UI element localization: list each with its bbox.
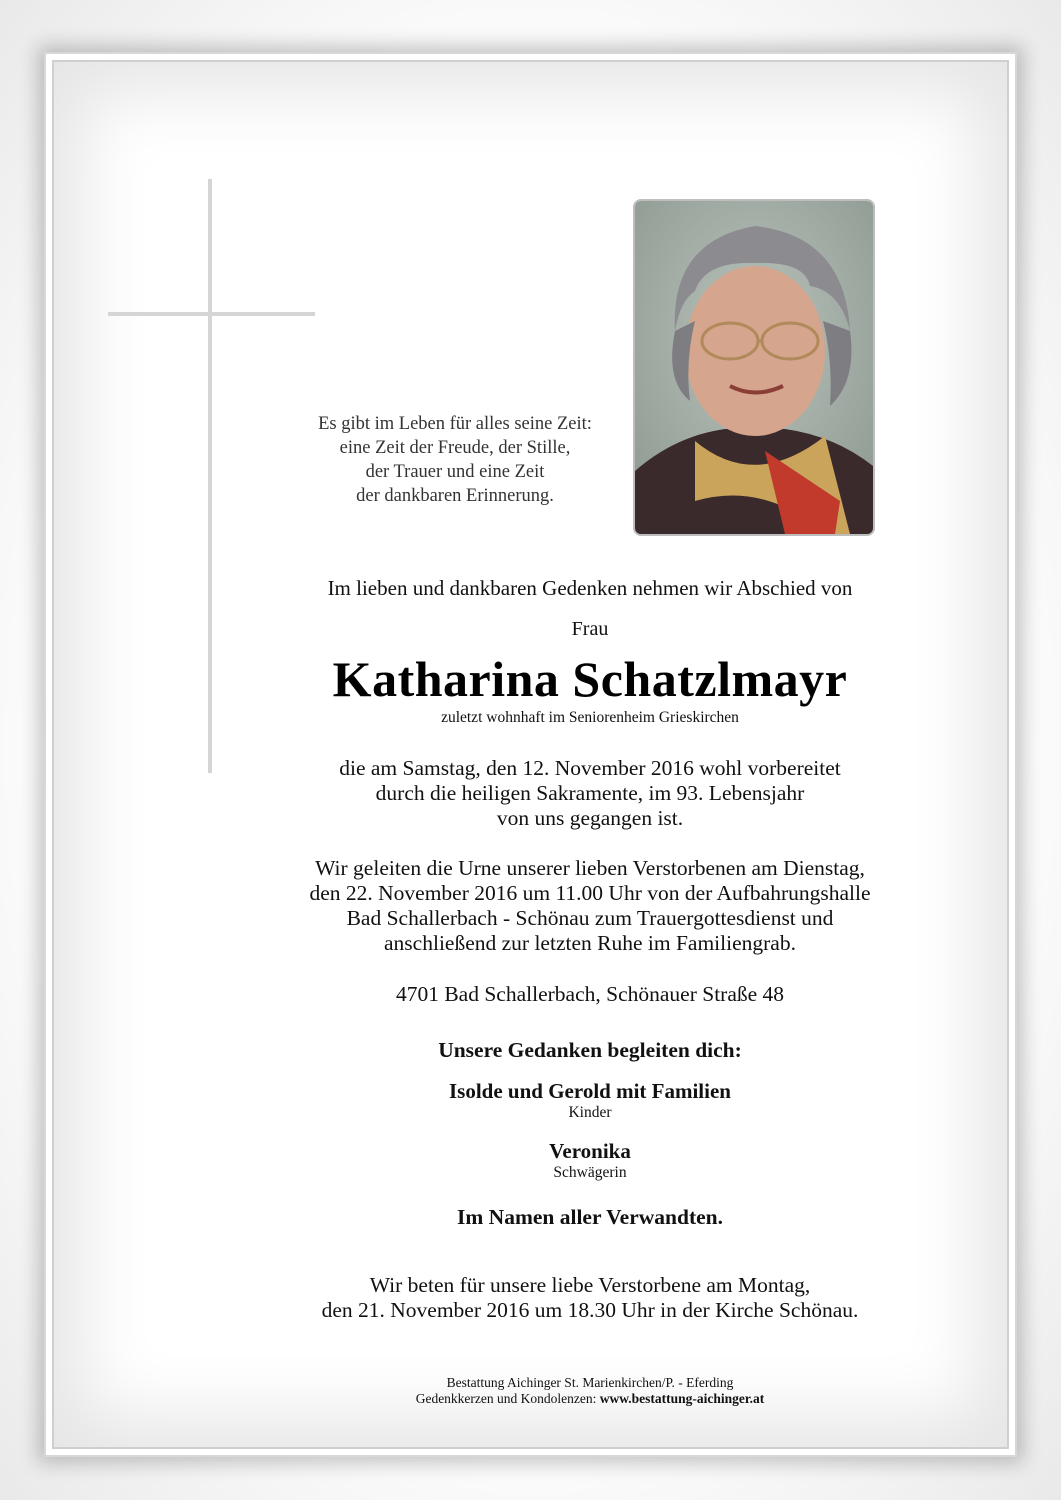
quote-line: Es gibt im Leben für alles seine Zeit:	[318, 414, 592, 434]
footer-website-link[interactable]: www.bestattung-aichinger.at	[599, 1391, 765, 1406]
mourner-relation: Kinder	[568, 1104, 612, 1121]
funeral-line: den 22. November 2016 um 11.00 Uhr von der Aufbahrungshalle	[309, 881, 871, 905]
memorial-quote	[280, 412, 630, 508]
death-notice-line: die am Samstag, den 12. November 2016 wohl vorbereitet	[339, 756, 841, 780]
address: 4701 Bad Schallerbach, Schönauer Straße 48	[395, 982, 785, 1006]
prayer-details	[200, 1273, 980, 1323]
footer-condolences	[200, 1391, 980, 1407]
quote-line: der Trauer und eine Zeit	[365, 462, 545, 482]
funeral-line: anschließend zur letzten Ruhe im Familiengrab.	[384, 931, 796, 955]
death-notice	[200, 756, 980, 831]
prayer-line: den 21. November 2016 um 18.30 Uhr in der Kirche Schönau.	[321, 1298, 859, 1322]
mourner-relation: Schwägerin	[553, 1164, 627, 1181]
quote-line: eine Zeit der Freude, der Stille,	[339, 438, 571, 458]
relatives-line: Im Namen aller Verwandten.	[457, 1205, 723, 1229]
death-notice-line: von uns gegangen ist.	[496, 806, 684, 830]
quote-line: der dankbaren Erinnerung.	[356, 486, 554, 506]
footer-undertaker: Bestattung Aichinger St. Marienkirchen/P. - Eferding	[446, 1375, 734, 1390]
portrait-illustration	[635, 201, 873, 534]
cross-icon-horizontal	[108, 312, 315, 316]
footer	[200, 1375, 980, 1407]
mourner-name: Isolde und Gerold mit Familien	[449, 1079, 731, 1103]
funeral-line: Bad Schallerbach - Schönau zum Trauergottesdienst und	[346, 906, 834, 930]
prayer-line: Wir beten für unsere liebe Verstorbene am Montag,	[369, 1273, 811, 1297]
death-notice-line: durch die heiligen Sakramente, im 93. Lebensjahr	[375, 781, 805, 805]
funeral-line: Wir geleiten die Urne unserer lieben Verstorbenen am Dienstag,	[315, 856, 865, 880]
funeral-details	[200, 856, 980, 956]
deceased-name: Katharina Schatzlmayr	[332, 651, 848, 707]
footer-condolences-label: Gedenkkerzen und Kondolenzen:	[415, 1391, 597, 1406]
deceased-residence: zuletzt wohnhaft im Seniorenheim Grieskirchen	[441, 709, 739, 726]
thoughts-heading: Unsere Gedanken begleiten dich:	[438, 1038, 742, 1062]
portrait-photo	[633, 199, 875, 536]
mourner-name: Veronika	[549, 1139, 631, 1163]
intro-text: Im lieben und dankbaren Gedenken nehmen wir Abschied von	[327, 576, 853, 600]
salutation: Frau	[571, 618, 609, 640]
